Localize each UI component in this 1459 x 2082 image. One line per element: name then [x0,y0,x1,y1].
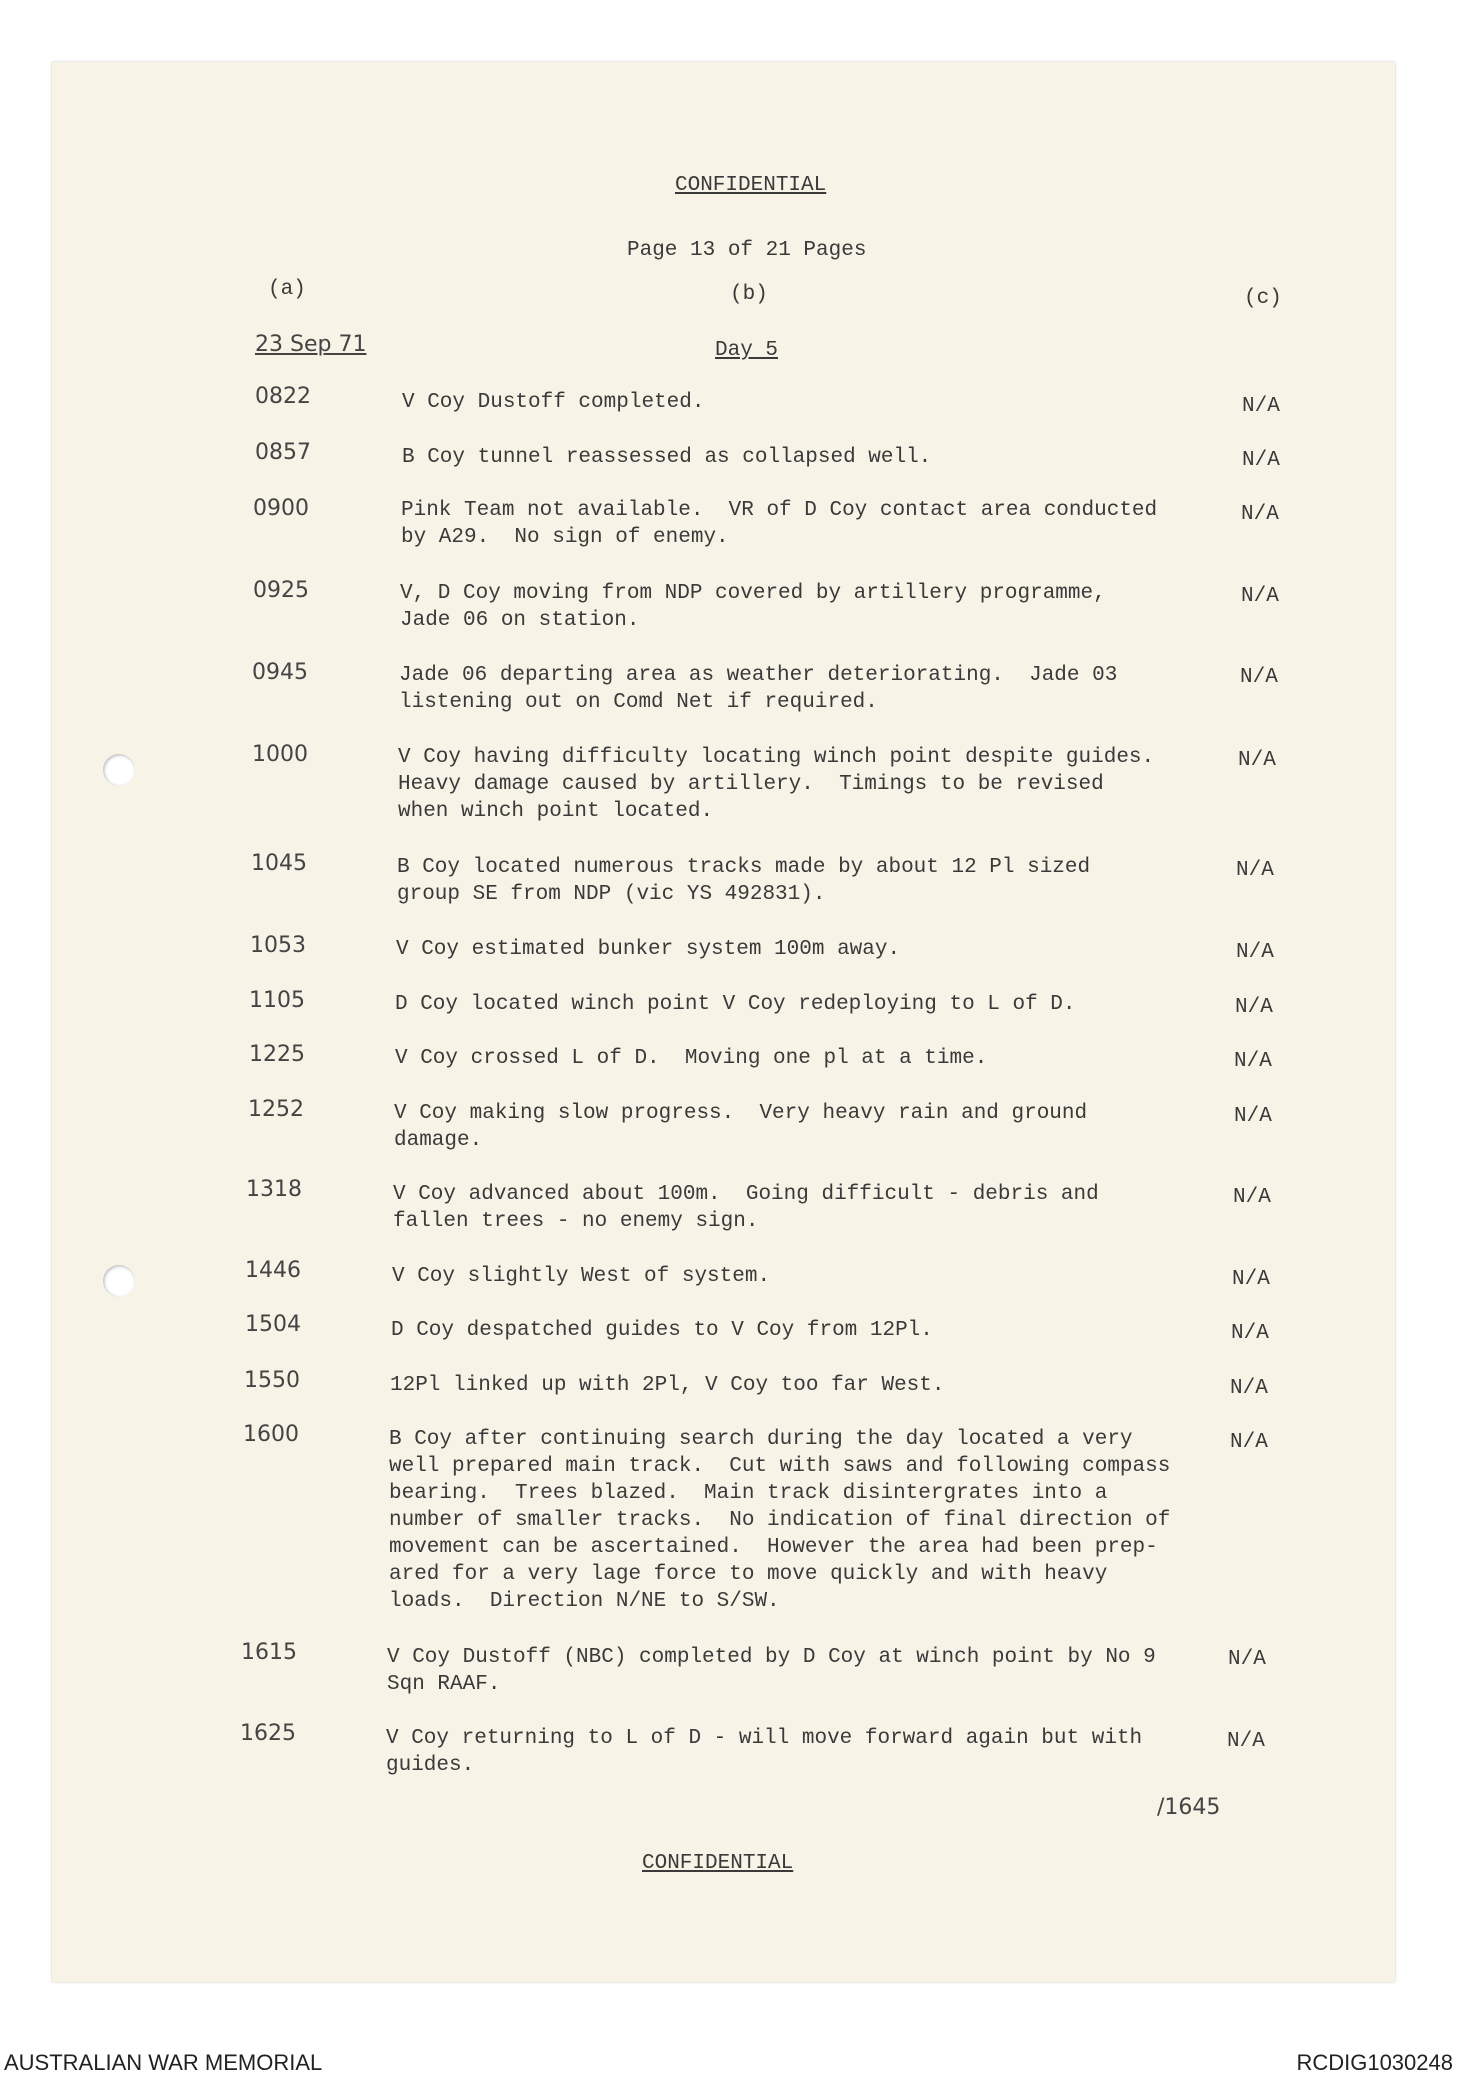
entry-time: 1000 [252,742,308,767]
entry-text: B Coy after continuing search during the day located a very well prepared main track. Cut with saws and following compass bearing. Trees blazed. Main track disintergrates into a number of smaller tracks. No indication of final direction of movement can be ascertained. However the area had been prep- ared for a very lage force to move quickly and with heavy loads. Direction N/NE to S/SW. [389,1428,1171,1613]
entry-status: N/A [1227,1730,1265,1753]
entry-time: 1550 [244,1368,300,1393]
entry-time: 1504 [245,1312,301,1337]
entry-text: V Coy returning to L of D - will move forward again but with guides. [386,1727,1143,1777]
punch-hole-upper [103,754,135,786]
entry-time: 0822 [255,384,311,409]
classification-bottom: CONFIDENTIAL [642,1852,794,1875]
entry-time: 1252 [248,1097,304,1122]
entry-status: N/A [1234,1105,1272,1128]
entry-status: N/A [1234,1050,1272,1073]
entry-text: B Coy located numerous tracks made by about 12 Pl sized group SE from NDP (vic YS 492831). [397,856,1091,906]
entry-status: N/A [1230,1377,1268,1400]
date-heading: 23 Sep 71 [255,332,367,357]
column-a-heading: (a) [268,278,306,301]
entry-text: V Coy estimated bunker system 100m away. [396,938,901,961]
entry-status: N/A [1238,749,1276,772]
footer-archive-name: AUSTRALIAN WAR MEMORIAL [4,2050,323,2075]
entry-text: Jade 06 departing area as weather deteriorating. Jade 03 listening out on Comd Net if required. [399,664,1118,714]
column-c-heading: (c) [1244,287,1282,310]
entry-time: 0945 [252,660,308,685]
entry-text: V Coy Dustoff completed. [402,391,705,414]
entry-status: N/A [1241,503,1279,526]
entry-text: V, D Coy moving from NDP covered by artillery programme, Jade 06 on station. [400,582,1106,632]
entry-text: 12Pl linked up with 2Pl, V Coy too far West. [390,1374,945,1397]
entry-text: B Coy tunnel reassessed as collapsed well. [402,446,932,469]
entry-time: 1053 [250,933,306,958]
entry-status: N/A [1232,1268,1270,1291]
entry-text: V Coy making slow progress. Very heavy rain and ground damage. [394,1102,1088,1152]
footer-record-id: RCDIG1030248 [1296,2050,1453,2075]
entry-text: D Coy despatched guides to V Coy from 12Pl. [391,1319,933,1342]
entry-status: N/A [1235,996,1273,1019]
entry-time: 1318 [246,1177,302,1202]
entry-time: 1625 [240,1721,296,1746]
entry-text: D Coy located winch point V Coy redeploying to L of D. [395,993,1076,1016]
entry-status: N/A [1242,395,1280,418]
entry-text: V Coy advanced about 100m. Going difficult - debris and fallen trees - no enemy sign. [393,1183,1099,1233]
entry-status: N/A [1236,859,1274,882]
entry-status: N/A [1228,1648,1266,1671]
entry-status: N/A [1242,449,1280,472]
entry-time: 1105 [249,988,305,1013]
entry-time: 0900 [253,496,309,521]
entry-status: N/A [1236,941,1274,964]
classification-top: CONFIDENTIAL [675,174,827,197]
entry-time: 1446 [245,1258,301,1283]
entry-status: N/A [1240,666,1278,689]
column-b-heading: (b) [730,283,768,306]
entry-text: Pink Team not available. VR of D Coy contact area conducted by A29. No sign of enemy. [401,499,1158,549]
entry-status: N/A [1231,1322,1269,1345]
entry-time: 1615 [241,1640,297,1665]
entry-status: N/A [1233,1186,1271,1209]
page-info: Page 13 of 21 Pages [627,239,867,262]
entry-time: 1225 [249,1042,305,1067]
day-heading: Day 5 [715,339,779,362]
entry-time: 1045 [251,851,307,876]
entry-text: V Coy having difficulty locating winch point despite guides. Heavy damage caused by artillery. Timings to be revised when winch point located. [398,746,1155,823]
continuation-marker: /1645 [1157,1795,1221,1820]
entry-text: V Coy slightly West of system. [392,1265,771,1288]
entry-time: 1600 [243,1422,299,1447]
punch-hole-lower [103,1265,135,1297]
entry-text: V Coy Dustoff (NBC) completed by D Coy at winch point by No 9 Sqn RAAF. [387,1646,1156,1696]
entry-time: 0925 [253,578,309,603]
entry-time: 0857 [255,440,311,465]
entry-status: N/A [1241,585,1279,608]
entry-status: N/A [1230,1431,1268,1454]
entry-text: V Coy crossed L of D. Moving one pl at a time. [395,1047,988,1070]
